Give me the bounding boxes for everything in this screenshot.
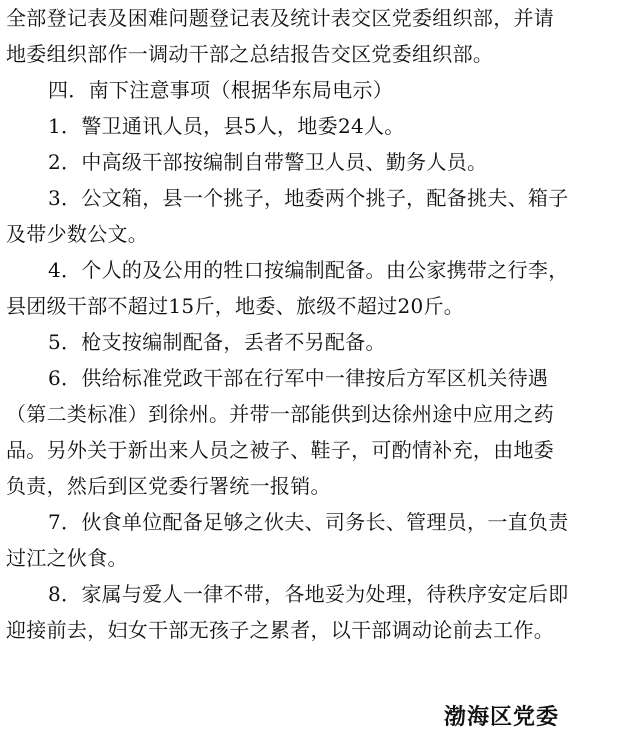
text-line: （第二类标准）到徐州。并带一部能供到达徐州途中应用之药 — [6, 402, 555, 426]
text-line: 过江之伙食。 — [6, 546, 128, 570]
section-heading: 四．南下注意事项（根据华东局电示） — [48, 78, 394, 102]
text-line: 地委组织部作一调动干部之总结报告交区党委组织部。 — [6, 42, 494, 66]
text-line: 及带少数公文。 — [6, 222, 149, 246]
list-item: 7．伙食单位配备足够之伙夫、司务长、管理员，一直负责 — [48, 510, 569, 534]
list-item: 4．个人的及公用的牲口按编制配备。由公家携带之行李， — [48, 258, 569, 282]
text-line: 品。另外关于新出来人员之被子、鞋子，可酌情补充，由地委 — [6, 438, 555, 462]
list-item: 6．供给标准党政干部在行军中一律按后方军区机关待遇 — [48, 366, 549, 390]
text-line: 全部登记表及困难问题登记表及统计表交区党委组织部，并请 — [6, 6, 555, 30]
text-line: 迎接前去，妇女干部无孩子之累者，以干部调动论前去工作。 — [6, 618, 555, 642]
signature: 渤海区党委 — [444, 704, 560, 730]
list-item: 2．中高级干部按编制自带警卫人员、勤务人员。 — [48, 150, 488, 174]
text-line: 负责，然后到区党委行署统一报销。 — [6, 474, 331, 498]
list-item: 3．公文箱，县一个挑子，地委两个挑子，配备挑夫、箱子 — [48, 186, 569, 210]
list-item: 1．警卫通讯人员，县5人，地委24人。 — [48, 114, 405, 138]
text-line: 县团级干部不超过15斤，地委、旅级不超过20斤。 — [6, 294, 465, 318]
list-item: 8．家属与爱人一律不带，各地妥为处理，待秩序安定后即 — [48, 582, 569, 606]
list-item: 5．枪支按编制配备，丢者不另配备。 — [48, 330, 386, 354]
